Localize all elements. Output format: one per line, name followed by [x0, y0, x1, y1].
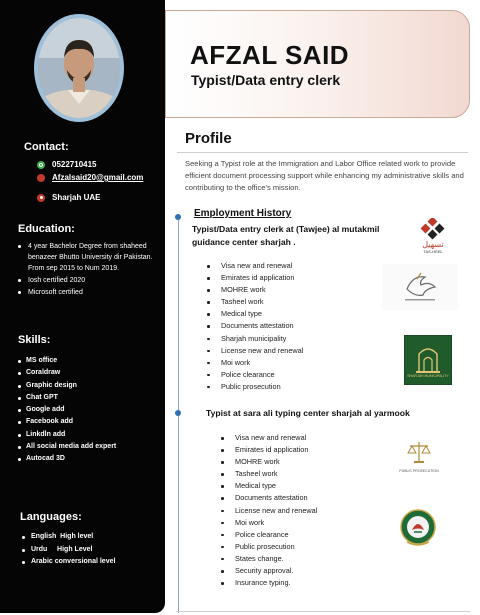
phone-number: 0522710415	[52, 160, 97, 169]
employment-heading: Employment History	[194, 208, 292, 219]
skill-item: Autocad 3D	[18, 453, 116, 465]
duty-item: Tasheel work	[207, 296, 303, 308]
timeline-dot	[175, 410, 181, 416]
profile-summary: Seeking a Typist role at the Immigration and Labor Office related work to provide efficient document processing support while enhancing my administrative skills and contributing to the office's mission.	[185, 159, 464, 192]
language-item: Arabic conversional level	[22, 556, 115, 569]
job-title-2: Typist at sara ali typing center sharjah al yarmook	[206, 408, 410, 418]
profile-divider	[177, 152, 468, 153]
skill-item: Coraldraw	[18, 367, 116, 379]
tasheel-squares-icon	[420, 218, 446, 240]
duty-item: Visa new and renewal	[207, 260, 303, 272]
skill-item: Google add	[18, 404, 116, 416]
email-row[interactable]	[37, 173, 143, 182]
duty-item: Moi work	[207, 357, 303, 369]
profile-heading: Profile	[185, 130, 232, 147]
duty-item: Security approval.	[221, 565, 317, 577]
tasheel-arabic-text: تسهيل	[422, 240, 444, 249]
skill-item: Linkdln add	[18, 429, 116, 441]
timeline-dot	[175, 214, 181, 220]
skill-item: Graphic design	[18, 380, 116, 392]
location-pin-icon	[37, 194, 45, 202]
education-heading: Education:	[18, 223, 75, 235]
duty-item: MOHRE work	[221, 456, 317, 468]
languages-list	[22, 531, 115, 569]
municipality-building-icon	[413, 342, 443, 374]
duty-item: Documents attestation	[221, 492, 317, 504]
skill-item: Chat GPT	[18, 392, 116, 404]
duty-item: License new and renewal	[221, 505, 317, 517]
person-photo-icon	[38, 18, 120, 118]
skills-heading: Skills:	[18, 334, 51, 346]
profile-photo	[34, 14, 124, 122]
phone-row	[37, 160, 97, 169]
duty-item: Tasheel work	[221, 468, 317, 480]
scales-of-justice-icon	[406, 439, 432, 469]
language-item: English High level	[22, 531, 115, 544]
duty-item: Insurance typing.	[221, 577, 317, 589]
government-logo	[382, 264, 458, 310]
duty-item: Emirates id application	[221, 444, 317, 456]
skill-item: All social media add expert	[18, 441, 116, 453]
duty-item: Sharjah municipality	[207, 333, 303, 345]
duty-item: Police clearance	[207, 369, 303, 381]
duty-item: Medical type	[221, 480, 317, 492]
duty-item: Moi work	[221, 517, 317, 529]
duty-item: Documents attestation	[207, 320, 303, 332]
falcon-emblem-icon	[395, 269, 445, 305]
municipality-logo	[404, 335, 452, 385]
education-list	[18, 241, 158, 299]
prosecution-text: PUBLIC PROSECUTION	[399, 469, 439, 473]
duty-item: MOHRE work	[207, 284, 303, 296]
education-item: 4 year Bachelor Degree from shaheed benazeer Bhutto University dir Pakistan. From sep 2015 to Num 2019.	[18, 241, 158, 274]
language-item: Urdu High Level	[22, 544, 115, 557]
duty-item: Police clearance	[221, 529, 317, 541]
police-logo	[398, 507, 438, 549]
job-2-duties	[221, 432, 317, 589]
job-1-duties	[207, 260, 303, 393]
job-title-1: Typist/Data entry clerk at (Tawjee) al mutakmil guidance center sharjah .	[192, 224, 380, 247]
skill-item: MS office	[18, 355, 116, 367]
skills-list	[18, 355, 116, 466]
tasheel-english-text: TAS-HEEL	[423, 249, 443, 254]
phone-icon	[37, 161, 45, 169]
duty-item: License new and renewal	[207, 345, 303, 357]
duty-item: Public prosecution	[221, 541, 317, 553]
candidate-job-title: Typist/Data entry clerk	[191, 72, 341, 88]
education-item: Iosh certified 2020	[18, 275, 158, 286]
duty-item: Emirates id application	[207, 272, 303, 284]
tasheel-logo	[412, 213, 454, 259]
duty-item: Medical type	[207, 308, 303, 320]
municipality-text: SHARJAH MUNICIPALITY	[407, 374, 449, 378]
prosecution-logo	[397, 433, 441, 479]
duty-item: Visa new and renewal	[221, 432, 317, 444]
location-row	[37, 193, 100, 202]
languages-heading: Languages:	[20, 511, 82, 523]
location-text: Sharjah UAE	[52, 193, 101, 202]
police-emblem-icon	[399, 508, 437, 548]
bottom-divider	[176, 611, 470, 612]
candidate-name: AFZAL SAID	[190, 40, 350, 70]
duty-item: States change.	[221, 553, 317, 565]
email-link[interactable]: Afzalsaid20@gmail.com	[52, 173, 144, 182]
education-item: Microsoft certified	[18, 287, 158, 298]
mail-icon	[37, 174, 45, 182]
skill-item: Facebook add	[18, 416, 116, 428]
contact-heading: Contact:	[24, 141, 69, 153]
duty-item: Public prosecution	[207, 381, 303, 393]
